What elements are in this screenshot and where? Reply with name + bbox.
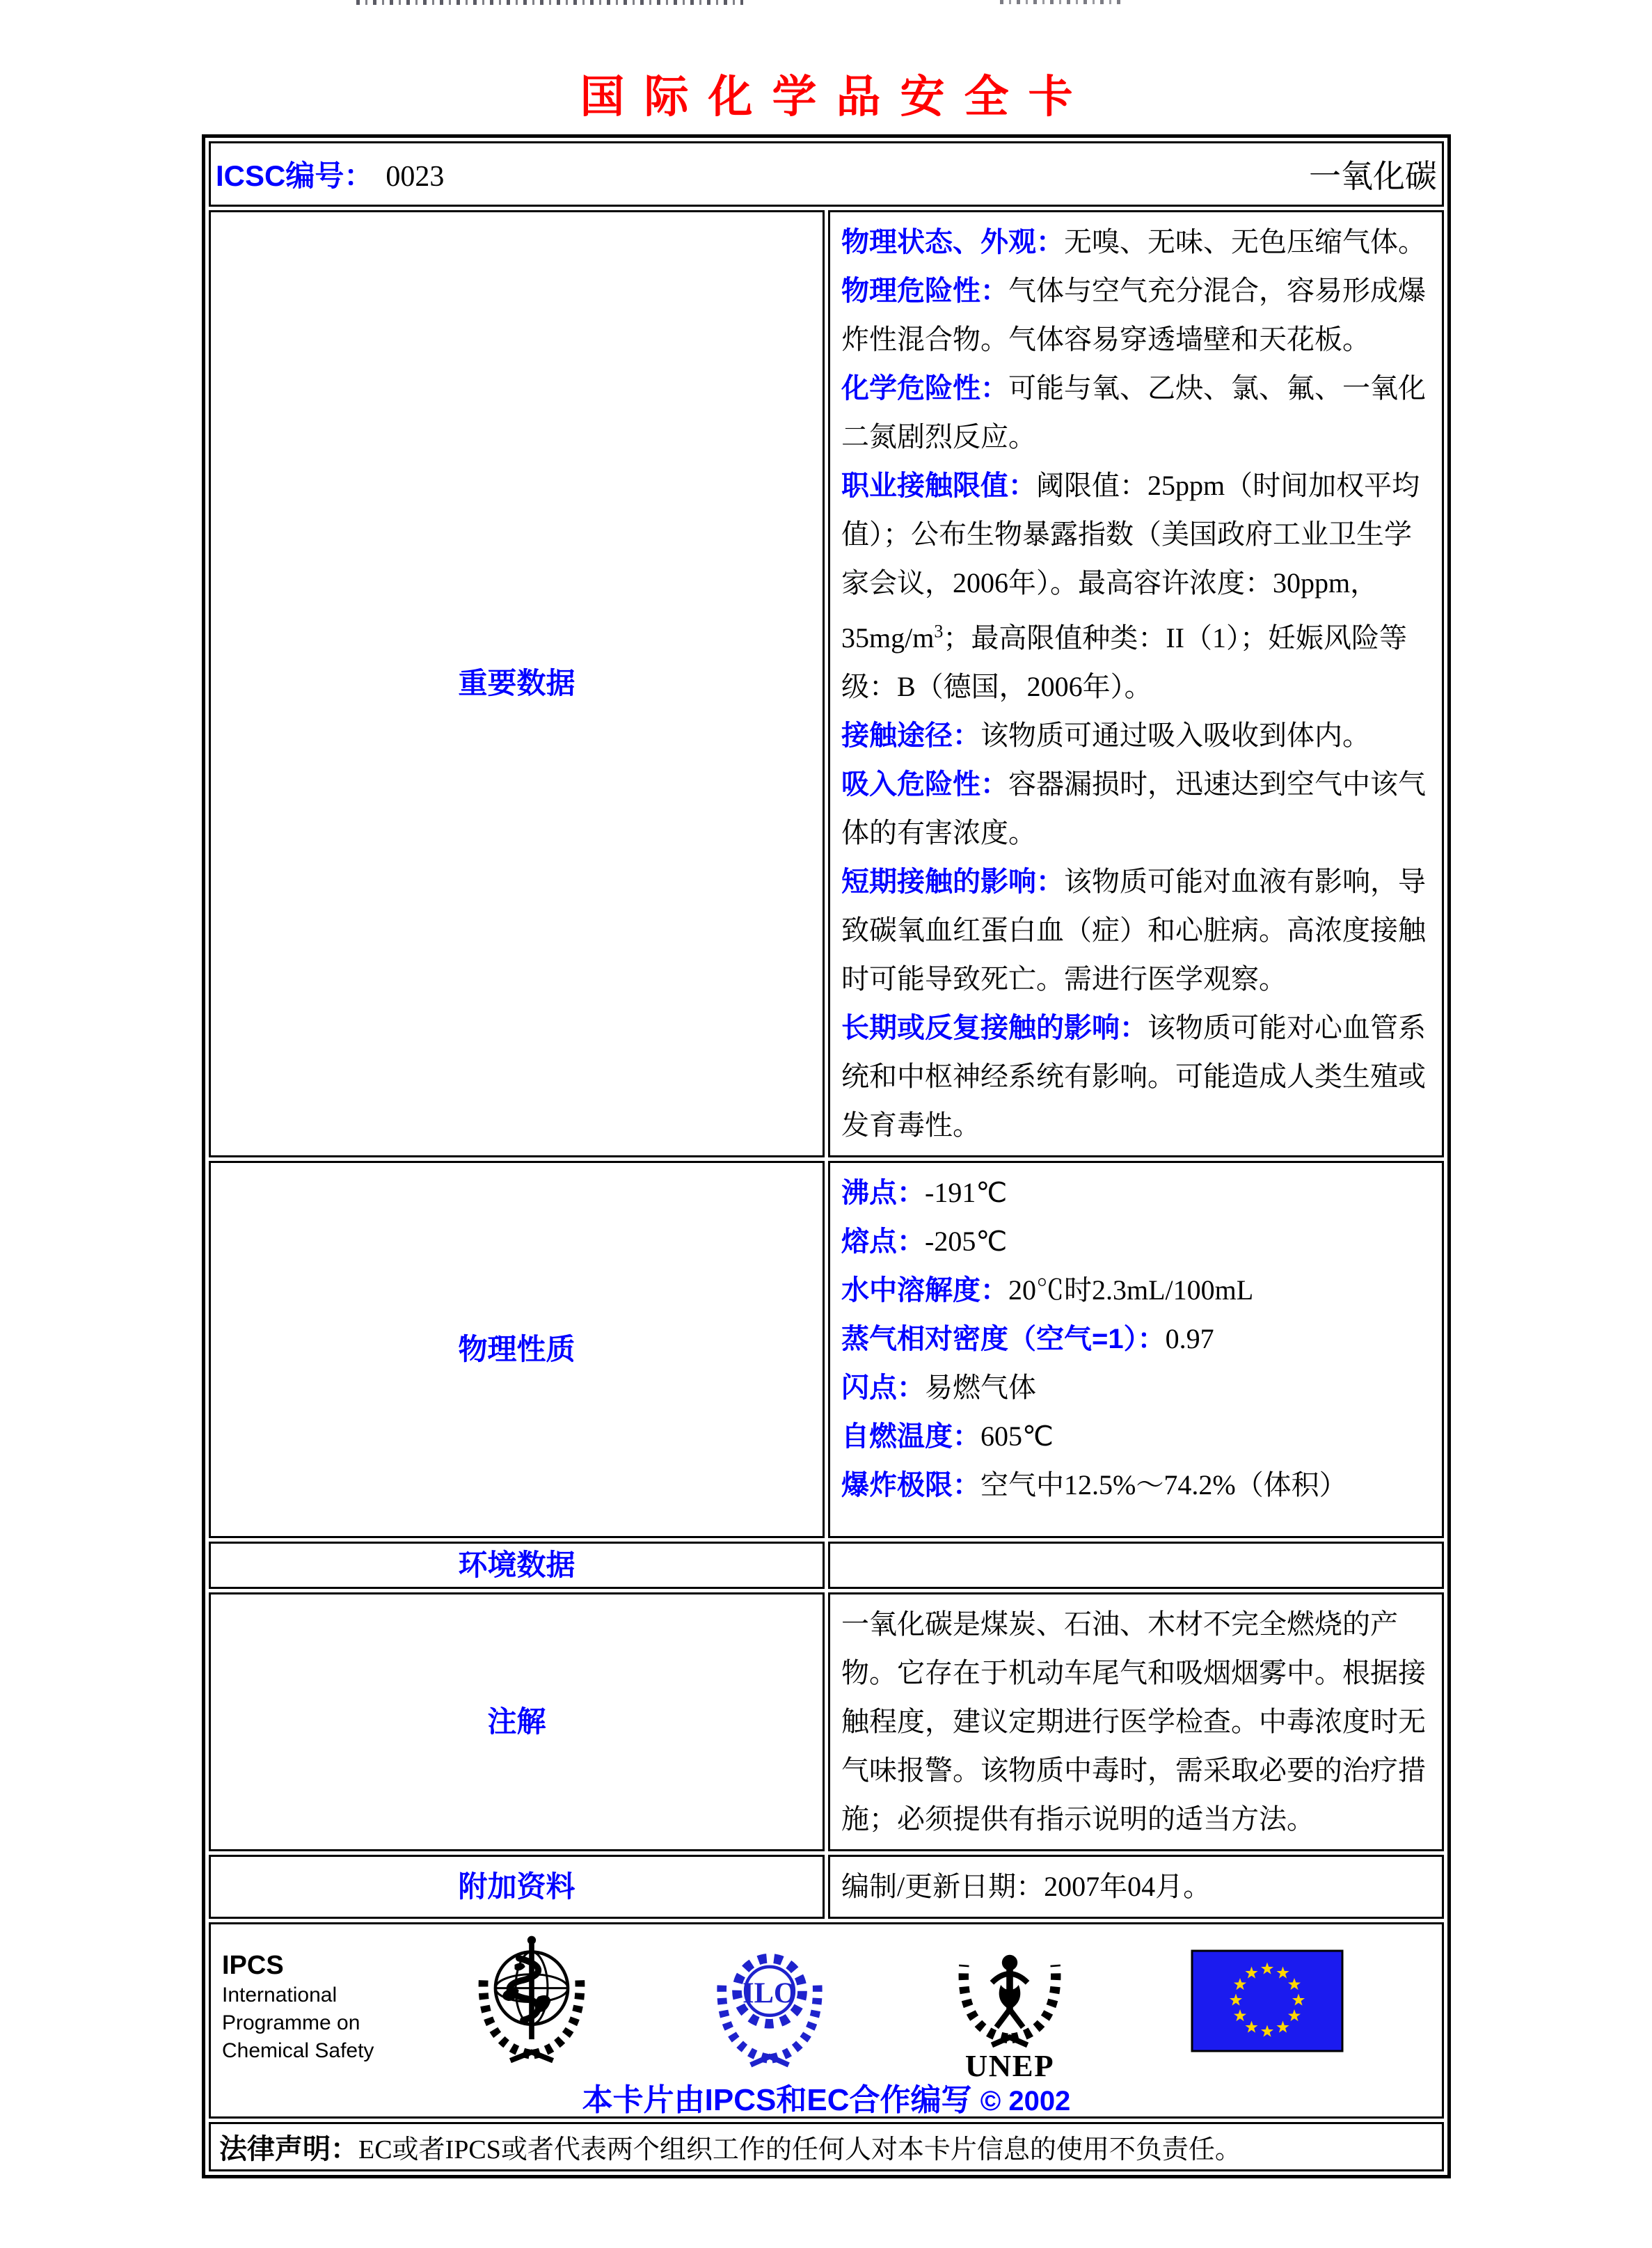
property-value: 气体与空气充分混合，容易形成爆炸性混合物。气体容易穿透墙壁和天花板。	[841, 275, 1426, 355]
physical-properties-content	[828, 1161, 1444, 1538]
property-label: 长期或反复接触的影响：	[841, 1013, 1147, 1044]
property-line	[841, 1412, 1431, 1461]
section-label-additional-info: 附加资料	[209, 1855, 825, 1919]
property-value: 20℃时2.3mL/100mL	[1008, 1274, 1254, 1306]
property-label: 接触途径：	[841, 720, 980, 752]
ipcs-title: IPCS	[222, 1951, 284, 1981]
header-row	[209, 141, 1444, 207]
copyright-text: © 2002	[980, 2086, 1071, 2117]
additional-info-row	[209, 1855, 1444, 1919]
credit-line	[211, 2075, 1442, 2119]
clipped-header-fragments	[356, 0, 743, 5]
notes-content: 一氧化碳是煤炭、石油、木材不完全燃烧的产物。它存在于机动车尾气和吸烟烟雾中。根据接触程度，建议定期进行医学检查。中毒浓度时无气味报警。该物质中毒时，需采取必要的治疗措施；必须提供有指示说明的适当方法。	[828, 1592, 1444, 1851]
page-title: 国际化学品安全卡	[580, 72, 1093, 122]
important-data-content	[828, 210, 1444, 1157]
property-label: 熔点：	[841, 1226, 925, 1258]
property-line	[841, 1315, 1431, 1363]
property-line	[841, 1266, 1431, 1315]
property-value: 阈限值：25ppm（时间加权平均值）；公布生物暴露指数（美国政府工业卫生学家会议，2006年）。最高容许浓度：30ppm，$35mg/m^3$；最高限值种类：II（1）；妊娠风险等级：B（德国，2006年）。	[841, 470, 1420, 703]
property-value: 容器漏损时，迅速达到空气中该气体的有害浓度。	[841, 768, 1426, 849]
unep-letters: UNEP	[964, 2048, 1055, 2084]
property-label: 沸点：	[841, 1178, 925, 1209]
important-data-row	[209, 210, 1444, 1157]
property-line	[841, 1461, 1431, 1510]
credit-text: 本卡片由IPCS和EC合作编写	[582, 2083, 972, 2118]
property-line	[841, 364, 1431, 461]
additional-info-content: 编制/更新日期：2007年04月。	[828, 1855, 1444, 1919]
chemical-name: 一氧化碳	[1309, 159, 1437, 194]
property-label: 短期接触的影响：	[841, 866, 1064, 898]
icsc-number-value: 0023	[386, 161, 445, 193]
property-line	[841, 711, 1431, 760]
ilo-letters: ILO	[742, 1977, 797, 2010]
property-label: 闪点：	[841, 1372, 925, 1404]
ipcs-line: Chemical Safety	[222, 2039, 374, 2063]
property-value: 可能与氧、乙炔、氯、氟、一氧化二氮剧烈反应。	[841, 372, 1426, 452]
section-label-environmental-data: 环境数据	[209, 1542, 825, 1589]
property-line	[841, 1169, 1431, 1217]
property-label: 爆炸极限：	[841, 1470, 980, 1501]
eu-flag-icon	[1191, 1949, 1344, 2052]
section-label-important-data: 重要数据	[209, 210, 825, 1157]
footer-cell	[209, 1922, 1444, 2119]
property-value: 605℃	[980, 1420, 1054, 1453]
property-line	[841, 218, 1431, 267]
property-label: 吸入危险性：	[841, 769, 1008, 800]
property-label: 物理状态、外观：	[841, 227, 1064, 258]
icsc-number-label: ICSC编号：	[216, 159, 374, 192]
environmental-data-content	[828, 1542, 1444, 1589]
property-label: 蒸气相对密度（空气=1）：	[841, 1324, 1166, 1355]
property-line	[841, 1217, 1431, 1266]
property-label: 水中溶解度：	[841, 1275, 1008, 1306]
unep-logo-icon	[943, 1931, 1077, 2083]
ilo-logo-icon	[706, 1936, 833, 2072]
ipcs-line: Programme on	[222, 2011, 360, 2035]
property-value: 该物质可能对心血管系统和中枢神经系统有影响。可能造成人类生殖或发育毒性。	[841, 1012, 1426, 1141]
property-value: -191℃	[925, 1177, 1008, 1209]
property-label: 化学危险性：	[841, 373, 1008, 404]
legal-label: 法律声明：	[219, 2134, 358, 2165]
property-label: 自燃温度：	[841, 1421, 980, 1453]
footer-logos-row	[209, 1922, 1444, 2119]
legal-cell	[209, 2122, 1444, 2171]
property-line	[841, 1363, 1431, 1412]
property-value: 该物质可通过吸入吸收到体内。	[980, 720, 1370, 752]
property-line	[841, 760, 1431, 857]
clipped-header-fragments	[1000, 0, 1122, 4]
property-value: 无嗅、无味、无色压缩气体。	[1064, 226, 1426, 258]
section-label-physical-properties: 物理性质	[209, 1161, 825, 1538]
property-line	[841, 857, 1431, 1004]
property-value: 0.97	[1165, 1323, 1214, 1355]
property-line	[841, 267, 1431, 364]
property-value: 该物质可能对血液有影响，导致碳氧血红蛋白血（症）和心脏病。高浓度接触时可能导致死亡。需进行医学观察。	[841, 866, 1426, 995]
section-label-notes: 注解	[209, 1592, 825, 1851]
ipcs-line: International	[222, 1984, 337, 2007]
ipcs-text-block	[222, 1949, 374, 2065]
who-logo-icon	[467, 1933, 596, 2069]
environmental-data-row	[209, 1542, 1444, 1589]
icsc-number-group	[216, 153, 444, 195]
property-line	[841, 1004, 1431, 1150]
header-cell	[209, 141, 1444, 207]
property-value: -205℃	[925, 1226, 1008, 1258]
physical-properties-row	[209, 1161, 1444, 1538]
property-label: 物理危险性：	[841, 276, 1008, 306]
property-value: 易燃气体	[925, 1372, 1036, 1404]
property-line	[841, 461, 1431, 711]
legal-row	[209, 2122, 1444, 2171]
property-label: 职业接触限值：	[841, 470, 1036, 501]
property-value: 空气中12.5%～74.2%（体积）	[980, 1469, 1347, 1501]
legal-text: EC或者IPCS或者代表两个组织工作的任何人对本卡片信息的使用不负责任。	[358, 2135, 1241, 2165]
icsc-card-table	[202, 134, 1451, 2178]
notes-row	[209, 1592, 1444, 1851]
